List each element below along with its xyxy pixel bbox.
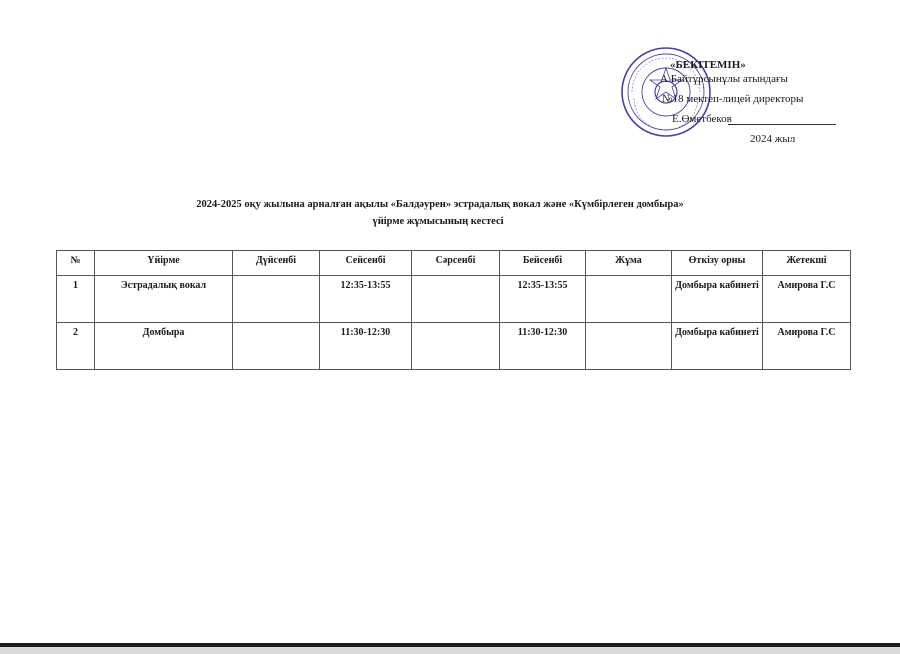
cell-club: Эстрадалық вокал [95, 276, 233, 323]
signature-line [728, 124, 836, 125]
cell-monday [233, 276, 320, 323]
header-friday: Жұма [586, 251, 672, 276]
approval-director-name: Е.Өметбеков [672, 113, 732, 125]
approval-year: 2024 жыл [750, 133, 796, 145]
cell-venue: Домбыра кабинеті [672, 276, 763, 323]
schedule-table [56, 250, 851, 370]
cell-wednesday [412, 276, 500, 323]
document-title: 2024-2025 оқу жылына арналған ақылы «Балдәурен» эстрадалық вокал және «Күмбірлеген домбыра» [196, 199, 684, 210]
header-tuesday: Сейсенбі [320, 251, 412, 276]
header-monday: Дүйсенбі [233, 251, 320, 276]
approval-school-name: А.Байтұрсынұлы атындағы [660, 73, 788, 85]
table-header-row [57, 251, 851, 276]
cell-friday [586, 276, 672, 323]
header-wednesday: Сәрсенбі [412, 251, 500, 276]
cell-thursday: 12:35-13:55 [500, 276, 586, 323]
cell-leader: Амирова Г.С [763, 323, 851, 370]
approval-director-title: №18 мектеп-лицей директоры [662, 93, 804, 105]
cell-thursday: 11:30-12:30 [500, 323, 586, 370]
cell-club: Домбыра [95, 323, 233, 370]
cell-tuesday: 12:35-13:55 [320, 276, 412, 323]
cell-number: 1 [57, 276, 95, 323]
scan-edge-shadow [0, 647, 900, 654]
cell-friday [586, 323, 672, 370]
header-number: № [57, 251, 95, 276]
approval-title: «БЕКІТЕМІН» [670, 59, 746, 71]
header-club: Үйірме [95, 251, 233, 276]
header-thursday: Бейсенбі [500, 251, 586, 276]
cell-tuesday: 11:30-12:30 [320, 323, 412, 370]
cell-leader: Амирова Г.С [763, 276, 851, 323]
document-subtitle: үйірме жұмысының кестесі [372, 216, 504, 227]
cell-number: 2 [57, 323, 95, 370]
table-row [57, 323, 851, 370]
header-venue: Өткізу орны [672, 251, 763, 276]
cell-wednesday [412, 323, 500, 370]
cell-monday [233, 323, 320, 370]
cell-venue: Домбыра кабинеті [672, 323, 763, 370]
header-leader: Жетекші [763, 251, 851, 276]
table-row [57, 276, 851, 323]
